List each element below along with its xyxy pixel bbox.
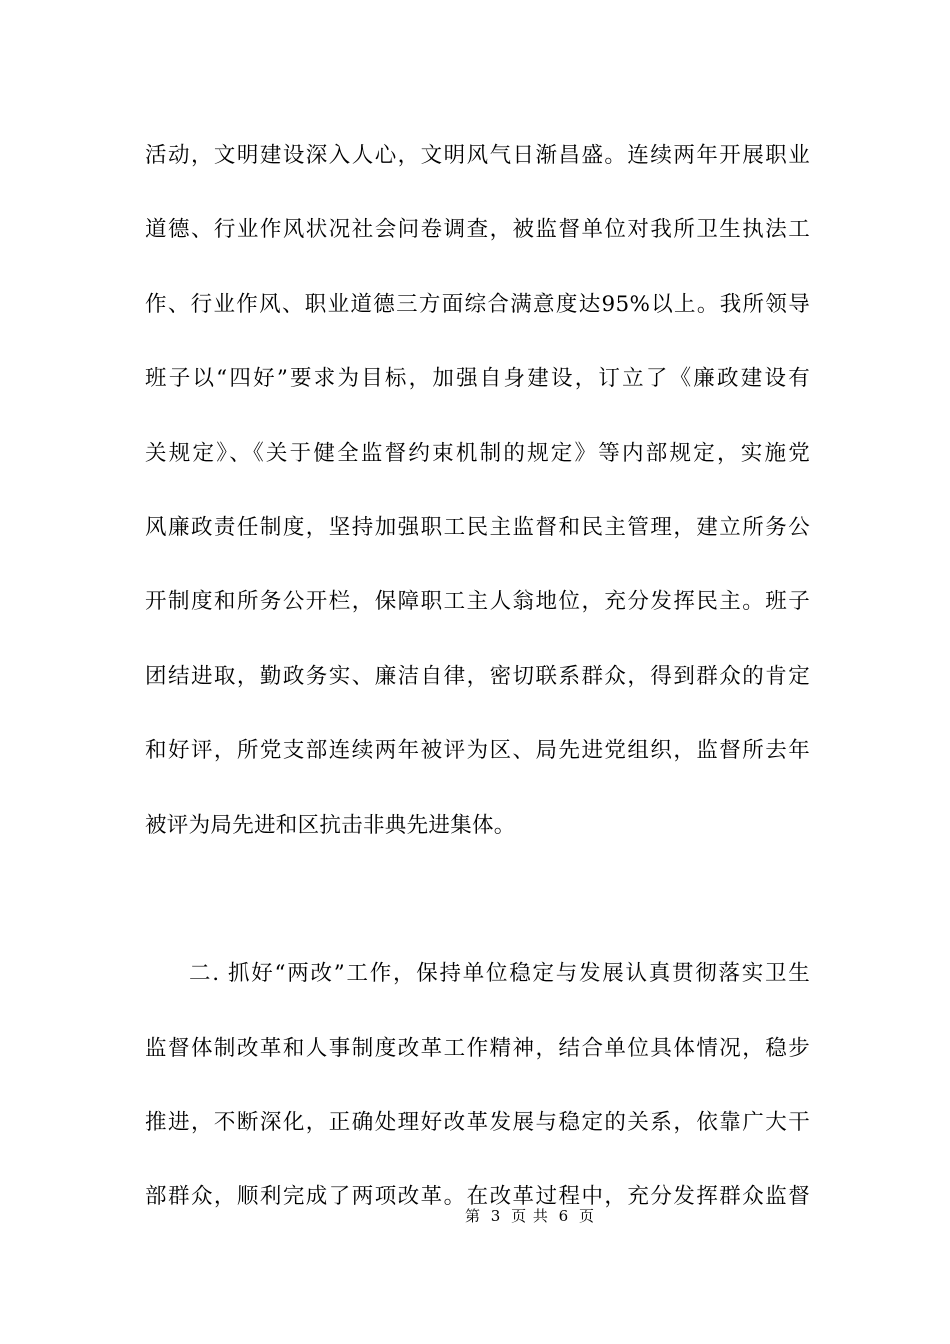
text-line: 部群众，顺利完成了两项改革。在改革过程中，充分发挥群众监督 — [145, 1184, 810, 1210]
text-line: 二. 抓好“两改”工作，保持单位稳定与发展认真贯彻落实卫生 — [189, 961, 810, 987]
text-line: 推进，不断深化，正确处理好改革发展与稳定的关系，依靠广大干 — [145, 1110, 810, 1136]
footer-middle: 页 共 — [511, 1207, 549, 1225]
text-line: 开制度和所务公开栏，保障职工主人翁地位，充分发挥民主。班子 — [145, 589, 810, 615]
paragraph-2 — [145, 950, 810, 1248]
document-body — [145, 132, 810, 1248]
text-line: 团结进取，勤政务实、廉洁自律，密切联系群众，得到群众的肯定 — [145, 663, 810, 689]
page-number-footer — [0, 1206, 950, 1226]
text-line: 班子以“四好”要求为目标，加强自身建设，订立了《廉政建设有 — [145, 366, 810, 392]
footer-prefix: 第 — [464, 1207, 481, 1225]
text-line: 关规定》、《关于健全监督约束机制的规定》等内部规定，实施党 — [145, 440, 810, 466]
paragraph-1 — [145, 132, 810, 876]
total-pages-number: 6 — [558, 1207, 570, 1225]
text-line: 和好评，所党支部连续两年被评为区、局先进党组织，监督所去年 — [145, 738, 810, 764]
text-line: 风廉政责任制度，坚持加强职工民主监督和民主管理，建立所务公 — [145, 514, 810, 540]
text-line: 被评为局先进和区抗击非典先进集体。 — [145, 812, 516, 838]
text-line: 作、行业作风、职业道德三方面综合满意度达95%以上。我所领导 — [145, 291, 810, 317]
paragraph-gap — [145, 876, 810, 950]
text-line: 监督体制改革和人事制度改革工作精神，结合单位具体情况，稳步 — [145, 1035, 810, 1061]
footer-suffix: 页 — [579, 1207, 596, 1225]
text-line: 道德、行业作风状况社会问卷调查，被监督单位对我所卫生执法工 — [145, 217, 810, 243]
text-line: 活动，文明建设深入人心，文明风气日渐昌盛。连续两年开展职业 — [145, 143, 810, 168]
current-page-number: 3 — [490, 1207, 502, 1225]
